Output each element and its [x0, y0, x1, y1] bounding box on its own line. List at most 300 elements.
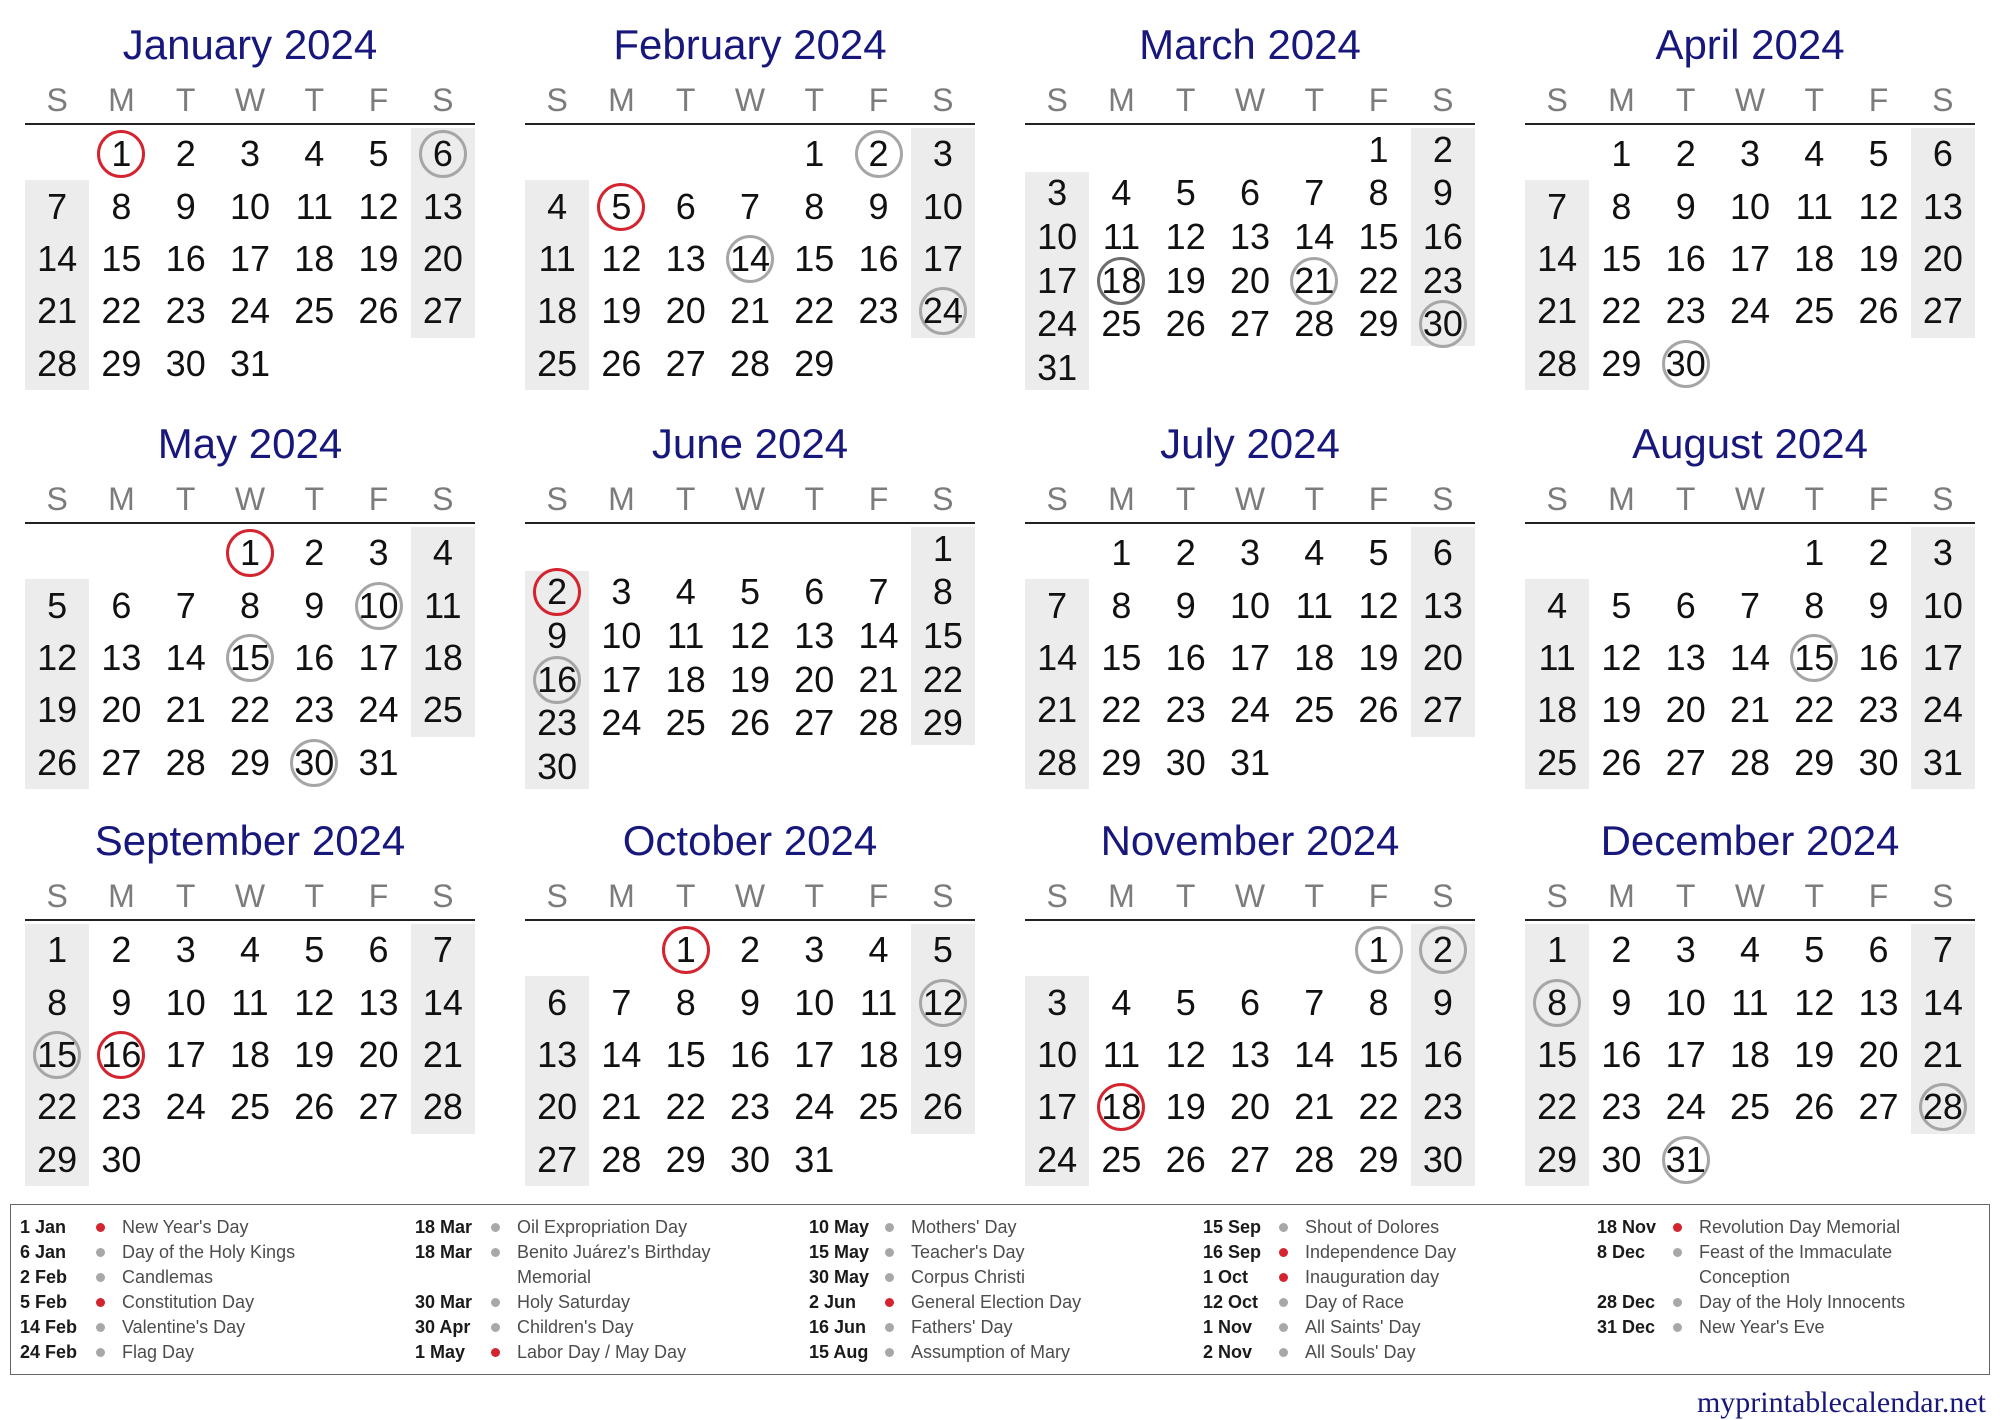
weekend-day-cell	[25, 976, 89, 1028]
weekend-day-cell	[911, 233, 975, 285]
legend-date: 6 Jan	[20, 1242, 67, 1262]
day-cell	[1718, 180, 1782, 232]
day-cell	[1218, 976, 1282, 1028]
weekend-day-cell	[25, 579, 89, 631]
day-number: 22	[1358, 1086, 1399, 1128]
weekend-day-cell	[1025, 1081, 1089, 1133]
day-cell	[1218, 684, 1282, 736]
day-number: 7	[611, 981, 632, 1023]
day-number: 20	[1229, 259, 1271, 301]
weekend-day-cell	[411, 285, 475, 337]
legend-date: 18 Mar	[415, 1217, 473, 1237]
weekday-monday: M	[108, 82, 135, 118]
day-number: 26	[294, 1086, 335, 1128]
empty-cell	[1282, 737, 1346, 789]
day-number: 23	[1422, 1086, 1463, 1128]
legend-entry	[415, 1340, 809, 1365]
weekday-friday: F	[1868, 481, 1889, 517]
weekend-day-cell	[25, 338, 89, 390]
day-number: 3	[1047, 981, 1068, 1023]
day-number: 1	[1804, 532, 1825, 574]
weekend-day-cell	[25, 1029, 89, 1081]
day-number: 11	[1731, 981, 1769, 1023]
day-number: 6	[1239, 981, 1260, 1023]
day-cell	[782, 614, 846, 658]
month-october	[525, 811, 975, 1187]
day-number: 19	[729, 658, 771, 700]
day-number: 28	[422, 1086, 463, 1128]
header-divider	[25, 919, 475, 921]
weekday-header	[1525, 479, 1975, 519]
day-number: 21	[422, 1033, 463, 1075]
weekend-day-cell	[1411, 1029, 1475, 1081]
legend-dot-icon	[1279, 1223, 1288, 1232]
weekend-day-cell	[1025, 346, 1089, 390]
day-cell	[218, 285, 282, 337]
day-number: 23	[165, 290, 206, 332]
day-cell	[782, 233, 846, 285]
day-number: 16	[858, 237, 899, 279]
empty-cell	[1154, 924, 1218, 976]
weekend-day-cell	[911, 1081, 975, 1133]
weekend-day-cell	[1911, 1081, 1975, 1133]
day-number: 11	[295, 185, 333, 227]
empty-cell	[1846, 338, 1910, 390]
weekday-thursday: T	[1304, 878, 1325, 914]
day-number: 2	[175, 133, 196, 175]
day-number: 27	[1858, 1086, 1899, 1128]
day-cell	[1782, 579, 1846, 631]
day-number: 5	[1804, 929, 1825, 971]
day-number: 16	[1165, 636, 1206, 678]
empty-cell	[1282, 128, 1346, 172]
day-number: 4	[675, 571, 696, 613]
day-cell	[1718, 976, 1782, 1028]
day-number: 20	[665, 290, 706, 332]
weekend-day-cell	[411, 180, 475, 232]
day-number: 27	[422, 290, 463, 332]
empty-cell	[1718, 338, 1782, 390]
day-cell	[589, 702, 653, 746]
day-number: 8	[932, 571, 953, 613]
date-grid	[1525, 128, 1975, 390]
day-number: 11	[667, 615, 705, 657]
day-cell	[1282, 1081, 1346, 1133]
month-title: October 2024	[622, 817, 878, 864]
day-number: 14	[729, 237, 771, 279]
day-cell	[654, 285, 718, 337]
day-number: 15	[229, 636, 271, 678]
weekday-sunday: S	[46, 481, 68, 517]
day-number: 29	[794, 342, 835, 384]
day-number: 2	[868, 133, 889, 175]
day-cell	[718, 924, 782, 976]
day-cell	[718, 1081, 782, 1133]
day-number: 12	[1601, 636, 1642, 678]
day-number: 6	[1239, 172, 1260, 214]
day-number: 16	[1665, 237, 1706, 279]
day-cell	[718, 1134, 782, 1186]
day-number: 15	[1358, 1033, 1399, 1075]
weekend-day-cell	[411, 1081, 475, 1133]
legend-dot-icon	[491, 1323, 500, 1332]
legend-dot-icon	[885, 1323, 894, 1332]
day-cell	[1782, 233, 1846, 285]
day-number: 5	[1368, 532, 1389, 574]
weekend-day-cell	[411, 1029, 475, 1081]
day-number: 18	[294, 237, 335, 279]
legend-date: 24 Feb	[20, 1342, 78, 1362]
weekend-day-cell	[1411, 924, 1475, 976]
day-cell	[218, 128, 282, 180]
day-number: 23	[1665, 290, 1706, 332]
day-cell	[1782, 976, 1846, 1028]
weekend-day-cell	[25, 1134, 89, 1186]
weekend-day-cell	[1025, 684, 1089, 736]
empty-cell	[525, 527, 589, 571]
day-number: 6	[1432, 532, 1453, 574]
legend-dot-icon	[1279, 1348, 1288, 1357]
day-cell	[782, 338, 846, 390]
day-number: 28	[165, 741, 206, 783]
day-number: 27	[101, 741, 142, 783]
day-cell	[346, 684, 410, 736]
weekday-saturday: S	[1932, 481, 1954, 517]
weekend-day-cell	[25, 737, 89, 789]
day-number: 25	[422, 689, 463, 731]
weekend-day-cell	[1025, 215, 1089, 259]
day-cell	[1589, 737, 1653, 789]
day-number: 30	[1665, 342, 1706, 384]
day-cell	[1089, 632, 1153, 684]
day-number: 18	[1101, 1086, 1142, 1128]
weekend-day-cell	[525, 745, 589, 789]
day-number: 12	[1858, 185, 1899, 227]
day-number: 19	[37, 689, 78, 731]
day-cell	[1589, 180, 1653, 232]
day-cell	[1589, 338, 1653, 390]
legend-entry	[415, 1315, 809, 1340]
day-number: 20	[1665, 689, 1706, 731]
day-number: 10	[1037, 216, 1078, 258]
day-number: 28	[601, 1138, 642, 1180]
day-cell	[1654, 128, 1718, 180]
weekend-day-cell	[1525, 1134, 1589, 1186]
day-number: 30	[729, 1138, 771, 1180]
day-cell	[1782, 180, 1846, 232]
day-number: 1	[239, 532, 260, 574]
day-cell	[1089, 737, 1153, 789]
legend-holiday-name: Labor Day / May Day	[517, 1342, 687, 1362]
weekday-tuesday: T	[1175, 878, 1196, 914]
day-number: 17	[1729, 237, 1771, 279]
empty-cell	[782, 745, 846, 789]
day-cell	[1346, 1029, 1410, 1081]
weekday-wednesday: W	[234, 481, 266, 517]
weekday-saturday: S	[932, 481, 954, 517]
legend-date: 2 Jun	[809, 1292, 857, 1312]
day-cell	[1782, 737, 1846, 789]
day-cell	[782, 180, 846, 232]
month-title: December 2024	[1600, 817, 1900, 864]
day-cell	[1718, 1081, 1782, 1133]
day-cell	[1846, 180, 1910, 232]
day-cell	[1718, 1029, 1782, 1081]
empty-cell	[1025, 128, 1089, 172]
weekday-sunday: S	[1046, 878, 1068, 914]
weekday-friday: F	[1368, 481, 1389, 517]
day-number: 23	[294, 689, 335, 731]
day-cell	[589, 976, 653, 1028]
day-number: 19	[922, 1033, 963, 1075]
day-number: 15	[1358, 216, 1399, 258]
day-cell	[589, 1029, 653, 1081]
legend-entry	[809, 1340, 1203, 1365]
day-cell	[1846, 632, 1910, 684]
day-number: 17	[1037, 1086, 1078, 1128]
day-number: 11	[538, 237, 576, 279]
day-cell	[654, 233, 718, 285]
day-number: 3	[1739, 133, 1760, 175]
empty-cell	[1282, 924, 1346, 976]
day-number: 22	[1794, 689, 1835, 731]
weekend-day-cell	[25, 285, 89, 337]
day-number: 9	[1432, 172, 1453, 214]
legend-dot-icon	[1673, 1298, 1682, 1307]
day-number: 5	[611, 185, 632, 227]
weekday-thursday: T	[1304, 481, 1325, 517]
date-grid	[25, 924, 475, 1186]
day-cell	[1589, 579, 1653, 631]
day-number: 1	[1547, 929, 1568, 971]
day-number: 17	[601, 658, 642, 700]
day-number: 30	[537, 746, 578, 788]
day-number: 28	[1037, 741, 1078, 783]
legend-dot-icon	[1279, 1248, 1288, 1257]
day-number: 13	[1422, 584, 1463, 626]
day-cell	[1718, 737, 1782, 789]
day-cell	[1654, 976, 1718, 1028]
legend-entry	[809, 1315, 1203, 1340]
day-number: 9	[111, 981, 132, 1023]
day-number: 27	[794, 702, 835, 744]
day-number: 8	[1368, 172, 1389, 214]
day-cell	[1718, 285, 1782, 337]
legend-dot-icon	[96, 1298, 105, 1307]
day-number: 21	[1037, 689, 1078, 731]
legend-entry	[1203, 1215, 1597, 1240]
day-cell	[589, 614, 653, 658]
weekday-header	[25, 876, 475, 916]
day-cell	[1718, 924, 1782, 976]
day-number: 5	[304, 929, 325, 971]
weekend-day-cell	[25, 924, 89, 976]
legend-dot-icon	[96, 1248, 105, 1257]
day-number: 8	[111, 185, 132, 227]
day-cell	[1846, 924, 1910, 976]
legend-dot-icon	[96, 1223, 105, 1232]
day-number: 21	[37, 290, 78, 332]
day-number: 1	[932, 527, 953, 569]
weekday-thursday: T	[804, 878, 825, 914]
weekend-day-cell	[525, 338, 589, 390]
day-number: 21	[1294, 1086, 1335, 1128]
day-number: 25	[1294, 689, 1335, 731]
legend-column	[20, 1215, 414, 1365]
day-cell	[718, 180, 782, 232]
empty-cell	[411, 338, 475, 390]
day-cell	[1089, 527, 1153, 579]
day-number: 28	[1294, 303, 1335, 345]
weekend-day-cell	[1911, 527, 1975, 579]
weekday-thursday: T	[304, 878, 325, 914]
day-number: 14	[37, 237, 78, 279]
legend-dot-icon	[885, 1223, 894, 1232]
day-number: 11	[1102, 1033, 1141, 1075]
day-number: 6	[547, 981, 568, 1023]
weekday-sunday: S	[1546, 82, 1568, 118]
day-number: 14	[1922, 981, 1963, 1023]
day-number: 18	[1101, 259, 1142, 301]
weekday-friday: F	[868, 481, 889, 517]
day-number: 13	[537, 1033, 578, 1075]
weekend-day-cell	[1525, 579, 1589, 631]
weekday-thursday: T	[1804, 82, 1825, 118]
day-number: 8	[1804, 584, 1825, 626]
weekend-day-cell	[1911, 632, 1975, 684]
day-number: 9	[739, 981, 760, 1023]
empty-cell	[411, 1134, 475, 1186]
legend-date: 12 Oct	[1203, 1292, 1259, 1312]
empty-cell	[589, 745, 653, 789]
weekend-day-cell	[525, 233, 589, 285]
day-number: 29	[922, 702, 963, 744]
day-number: 27	[1229, 1138, 1271, 1180]
empty-cell	[782, 527, 846, 571]
day-cell	[718, 976, 782, 1028]
day-number: 12	[294, 981, 335, 1023]
weekday-wednesday: W	[1734, 878, 1766, 914]
weekday-wednesday: W	[1734, 82, 1766, 118]
day-number: 5	[368, 133, 389, 175]
legend-entry	[20, 1340, 414, 1365]
date-grid	[25, 128, 475, 390]
header-divider	[1025, 919, 1475, 921]
day-cell	[1218, 1081, 1282, 1133]
weekend-day-cell	[1525, 976, 1589, 1028]
weekday-saturday: S	[432, 878, 454, 914]
day-cell	[154, 180, 218, 232]
day-cell	[589, 658, 653, 702]
website-credit: myprintablecalendar.net	[1696, 1386, 1986, 1419]
legend-date: 1 Jan	[20, 1217, 67, 1237]
weekend-day-cell	[25, 684, 89, 736]
day-number: 8	[1368, 981, 1389, 1023]
weekend-day-cell	[1911, 579, 1975, 631]
weekend-day-cell	[25, 233, 89, 285]
legend-holiday-name: Independence Day	[1305, 1242, 1457, 1262]
day-number: 26	[1165, 303, 1206, 345]
day-cell	[1654, 1134, 1718, 1186]
weekend-day-cell	[1911, 684, 1975, 736]
weekend-day-cell	[525, 976, 589, 1028]
empty-cell	[89, 527, 153, 579]
day-number: 8	[1111, 584, 1132, 626]
day-number: 5	[1611, 584, 1632, 626]
day-cell	[589, 1081, 653, 1133]
day-number: 10	[1665, 981, 1706, 1023]
day-number: 13	[1922, 185, 1963, 227]
day-cell	[1846, 684, 1910, 736]
day-number: 30	[1422, 303, 1463, 345]
day-cell	[1346, 527, 1410, 579]
day-number: 15	[922, 615, 963, 657]
legend-holiday-name: Day of the Holy Kings	[122, 1242, 296, 1262]
empty-cell	[1089, 924, 1153, 976]
day-cell	[1346, 1081, 1410, 1133]
day-number: 8	[1547, 981, 1568, 1023]
month-june	[525, 414, 975, 790]
day-number: 15	[1601, 237, 1642, 279]
day-number: 12	[37, 636, 78, 678]
day-number: 3	[1047, 172, 1068, 214]
day-number: 9	[175, 185, 196, 227]
weekend-day-cell	[25, 180, 89, 232]
empty-cell	[1654, 527, 1718, 579]
day-number: 15	[101, 237, 142, 279]
weekday-tuesday: T	[1175, 481, 1196, 517]
empty-cell	[1218, 128, 1282, 172]
day-number: 21	[1537, 290, 1578, 332]
day-number: 7	[1739, 584, 1760, 626]
day-number: 22	[1101, 689, 1142, 731]
day-cell	[89, 684, 153, 736]
day-number: 7	[1547, 185, 1568, 227]
weekend-day-cell	[1911, 285, 1975, 337]
day-number: 23	[1601, 1086, 1642, 1128]
day-cell	[154, 338, 218, 390]
day-cell	[718, 233, 782, 285]
day-number: 11	[231, 981, 269, 1023]
legend-dot-icon	[1673, 1248, 1682, 1257]
legend-entry	[809, 1290, 1203, 1315]
day-cell	[1154, 303, 1218, 347]
day-cell	[654, 571, 718, 615]
day-number: 9	[1868, 584, 1889, 626]
day-number: 8	[239, 584, 260, 626]
day-number: 2	[1432, 128, 1453, 170]
weekend-day-cell	[411, 233, 475, 285]
day-cell	[1346, 924, 1410, 976]
day-number: 18	[229, 1033, 271, 1075]
weekend-day-cell	[1525, 1081, 1589, 1133]
weekend-day-cell	[911, 924, 975, 976]
day-cell	[282, 233, 346, 285]
day-cell	[846, 571, 910, 615]
weekday-tuesday: T	[175, 82, 196, 118]
day-cell	[89, 128, 153, 180]
day-number: 9	[1611, 981, 1632, 1023]
day-cell	[1782, 924, 1846, 976]
weekday-wednesday: W	[734, 82, 766, 118]
legend-holiday-name: Constitution Day	[122, 1292, 255, 1312]
date-grid	[1525, 527, 1975, 789]
day-cell	[1846, 1081, 1910, 1133]
date-grid	[1025, 128, 1475, 390]
legend-date: 1 Nov	[1203, 1317, 1253, 1337]
legend-entry	[20, 1265, 414, 1290]
day-cell	[218, 737, 282, 789]
